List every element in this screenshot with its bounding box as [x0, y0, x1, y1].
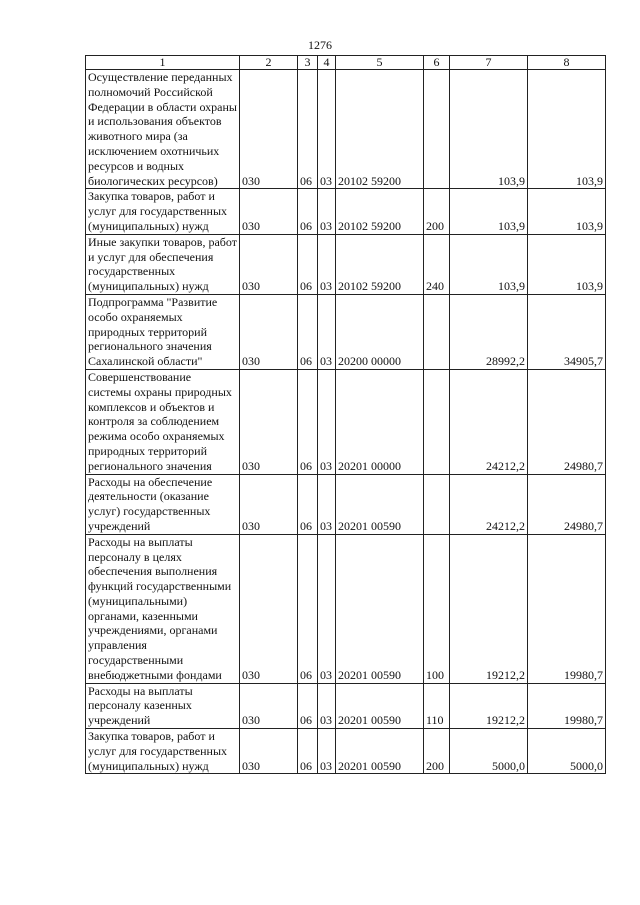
cell-amount-col7: 28992,2 — [450, 294, 528, 369]
cell-amount-col7: 24212,2 — [450, 369, 528, 474]
cell-section: 06 — [298, 683, 318, 728]
cell-subsection: 03 — [318, 534, 336, 683]
row-name: Закупка товаров, работ и услуг для государственных (муниципальных) нужд — [88, 729, 228, 773]
cell-admin-code: 030 — [240, 729, 298, 774]
cell-amount-col7: 103,9 — [450, 234, 528, 294]
cell-admin-code: 030 — [240, 234, 298, 294]
column-header: 2 — [240, 56, 298, 70]
row-name-cell — [86, 729, 240, 774]
table-row — [86, 534, 606, 683]
cell-expense-type: 100 — [424, 534, 450, 683]
cell-admin-code: 030 — [240, 70, 298, 189]
cell-section: 06 — [298, 189, 318, 234]
table-row — [86, 189, 606, 234]
header-row — [86, 56, 606, 70]
cell-subsection: 03 — [318, 294, 336, 369]
cell-subsection: 03 — [318, 369, 336, 474]
cell-section: 06 — [298, 70, 318, 189]
column-header: 8 — [528, 56, 606, 70]
cell-section: 06 — [298, 234, 318, 294]
cell-target-article: 20201 00590 — [336, 729, 424, 774]
table-row — [86, 294, 606, 369]
page-number: 1276 — [308, 38, 332, 52]
table-row — [86, 369, 606, 474]
row-name: Подпрограмма "Развитие особо охраняемых природных территорий регионального значения Сахалинской области" — [88, 294, 218, 369]
cell-expense-type: 240 — [424, 234, 450, 294]
cell-amount-col8: 19980,7 — [528, 683, 606, 728]
cell-subsection: 03 — [318, 189, 336, 234]
cell-amount-col8: 24980,7 — [528, 369, 606, 474]
cell-amount-col8: 34905,7 — [528, 294, 606, 369]
row-name: Совершенствование системы охраны природных комплексов и объектов и контроля за соблюдением режима особо охраняемых природных территорий регионального значения — [88, 369, 232, 473]
row-name-cell — [86, 70, 240, 189]
cell-target-article: 20201 00000 — [336, 369, 424, 474]
cell-subsection: 03 — [318, 70, 336, 189]
cell-target-article: 20200 00000 — [336, 294, 424, 369]
table-row — [86, 474, 606, 534]
cell-expense-type — [424, 294, 450, 369]
column-header: 6 — [424, 56, 450, 70]
cell-amount-col8: 5000,0 — [528, 729, 606, 774]
column-header: 5 — [336, 56, 424, 70]
cell-amount-col8: 103,9 — [528, 70, 606, 189]
cell-section: 06 — [298, 294, 318, 369]
cell-amount-col7: 103,9 — [450, 70, 528, 189]
cell-target-article: 20201 00590 — [336, 683, 424, 728]
cell-section: 06 — [298, 534, 318, 683]
row-name: Расходы на выплаты персоналу в целях обеспечения выполнения функций государственными (муниципальными) органами, казенными учреждениями, органами управления государственными внебюджетными фондами — [88, 534, 232, 682]
table-row — [86, 234, 606, 294]
cell-amount-col7: 5000,0 — [450, 729, 528, 774]
cell-amount-col8: 19980,7 — [528, 534, 606, 683]
row-name-cell — [86, 189, 240, 234]
cell-expense-type — [424, 369, 450, 474]
row-name: Иные закупки товаров, работ и услуг для обеспечения государственных (муниципальных) нужд — [88, 234, 237, 294]
cell-admin-code: 030 — [240, 474, 298, 534]
cell-section: 06 — [298, 474, 318, 534]
cell-target-article: 20102 59200 — [336, 70, 424, 189]
table-row — [86, 729, 606, 774]
row-name: Расходы на выплаты персоналу казенных учреждений — [88, 683, 193, 728]
table-row — [86, 70, 606, 189]
cell-admin-code: 030 — [240, 294, 298, 369]
cell-expense-type: 200 — [424, 729, 450, 774]
column-header: 3 — [298, 56, 318, 70]
cell-target-article: 20102 59200 — [336, 189, 424, 234]
column-header: 7 — [450, 56, 528, 70]
cell-expense-type: 200 — [424, 189, 450, 234]
cell-amount-col7: 103,9 — [450, 189, 528, 234]
row-name-cell — [86, 683, 240, 728]
row-name-cell — [86, 534, 240, 683]
cell-target-article: 20102 59200 — [336, 234, 424, 294]
cell-amount-col7: 19212,2 — [450, 534, 528, 683]
budget-table — [85, 55, 606, 774]
cell-target-article: 20201 00590 — [336, 474, 424, 534]
cell-section: 06 — [298, 729, 318, 774]
cell-expense-type — [424, 474, 450, 534]
table-row — [86, 683, 606, 728]
cell-subsection: 03 — [318, 234, 336, 294]
row-name-cell — [86, 294, 240, 369]
cell-admin-code: 030 — [240, 683, 298, 728]
cell-subsection: 03 — [318, 729, 336, 774]
cell-admin-code: 030 — [240, 369, 298, 474]
cell-target-article: 20201 00590 — [336, 534, 424, 683]
cell-amount-col8: 103,9 — [528, 189, 606, 234]
row-name: Расходы на обеспечение деятельности (оказание услуг) государственных учреждений — [88, 474, 213, 533]
cell-amount-col8: 103,9 — [528, 234, 606, 294]
row-name: Осуществление переданных полномочий Российской Федерации в области охраны и использования объектов животного мира (за исключением охотничьих ресурсов и водных биологических ресурсов) — [88, 70, 237, 188]
cell-amount-col8: 24980,7 — [528, 474, 606, 534]
cell-section: 06 — [298, 369, 318, 474]
row-name-cell — [86, 474, 240, 534]
column-header: 4 — [318, 56, 336, 70]
row-name-cell — [86, 369, 240, 474]
cell-subsection: 03 — [318, 683, 336, 728]
cell-amount-col7: 19212,2 — [450, 683, 528, 728]
row-name: Закупка товаров, работ и услуг для государственных (муниципальных) нужд — [88, 189, 228, 233]
cell-subsection: 03 — [318, 474, 336, 534]
cell-expense-type: 110 — [424, 683, 450, 728]
cell-admin-code: 030 — [240, 189, 298, 234]
cell-admin-code: 030 — [240, 534, 298, 683]
column-header: 1 — [86, 56, 240, 70]
cell-expense-type — [424, 70, 450, 189]
cell-amount-col7: 24212,2 — [450, 474, 528, 534]
row-name-cell — [86, 234, 240, 294]
